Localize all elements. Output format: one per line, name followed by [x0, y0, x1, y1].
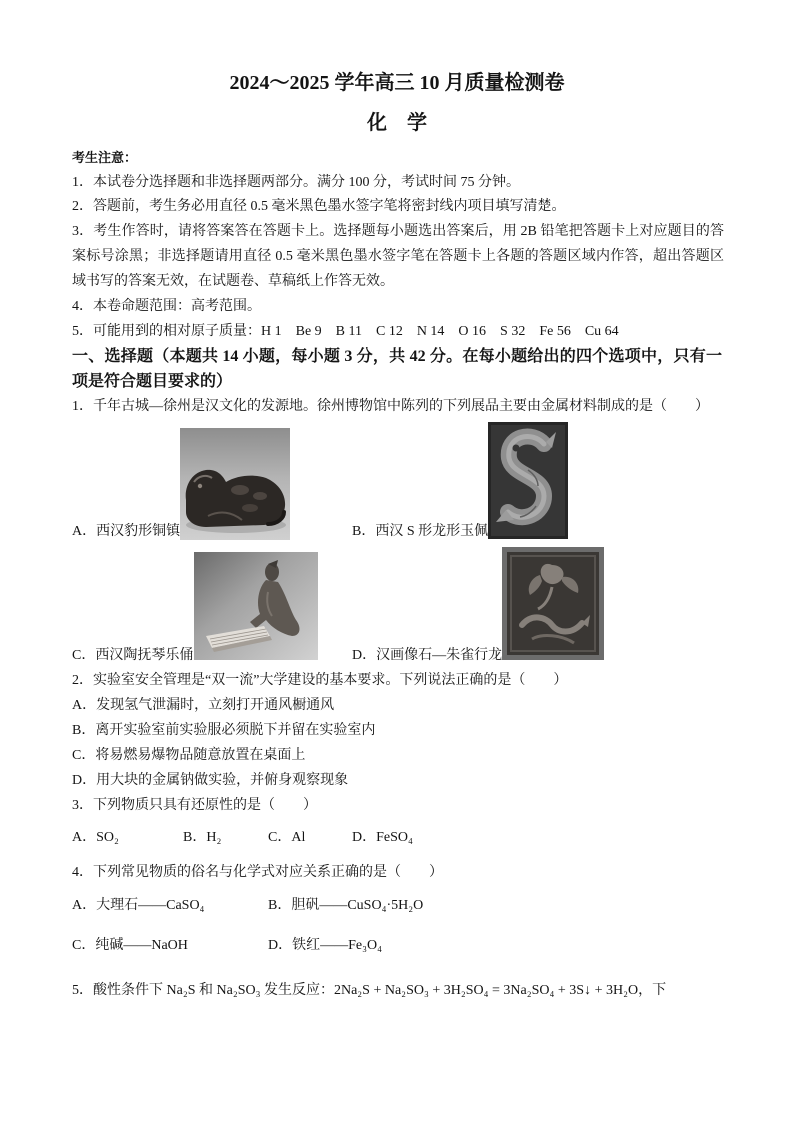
question-3-option-a: A．SO₂ — [72, 829, 119, 845]
question-4-stem: 4．下列常见物质的俗名与化学式对应关系正确的是（ ） — [72, 864, 443, 880]
question-3-option-b: B．H₂ — [183, 829, 222, 845]
bronze-leopard-weight-photo — [180, 428, 290, 540]
question-1-option-a: A．西汉豹形铜镇 — [72, 523, 181, 539]
question-1-stem: 1．千年古城—徐州是汉文化的发源地。徐州博物馆中陈列的下列展品主要由金属材料制成的是（ ） — [72, 398, 709, 414]
question-2-option-b: B．离开实验室前实验服必须脱下并留在实验室内 — [72, 722, 376, 738]
question-2-option-a: A．发现氢气泄漏时，立刻打开通风橱通风 — [72, 697, 335, 713]
notice-item-1: 1．本试卷分选择题和非选择题两部分。满分 100 分，考试时间 75 分钟。 — [72, 174, 520, 190]
question-1-option-d: D．汉画像石—朱雀行龙 — [352, 647, 503, 663]
question-1-option-b: B．西汉 S 形龙形玉佩 — [352, 523, 489, 539]
question-4-option-b: B．胆矾——CuSO₄·5H₂O — [268, 897, 424, 913]
notice-item-5: 5．可能用到的相对原子质量：H 1 Be 9 B 11 C 12 N 14 O 16 S 32 Fe 56 Cu 64 — [72, 323, 619, 339]
question-2-option-d: D．用大块的金属钠做实验，并俯身观察现象 — [72, 772, 349, 788]
notice-heading: 考生注意： — [72, 149, 138, 165]
question-3-option-c: C．Al — [268, 829, 306, 845]
question-2-stem: 2．实验室安全管理是“双一流”大学建设的基本要求。下列说法正确的是（ ） — [72, 672, 568, 688]
question-3-option-d: D．FeSO₄ — [352, 829, 413, 845]
question-4-option-c: C．纯碱——NaOH — [72, 937, 188, 953]
exam-title: 2024～2025 学年高三 10 月质量检测卷 — [229, 72, 565, 94]
question-4-option-d: D．铁红——Fe₃O₄ — [268, 937, 382, 953]
notice-item-2: 2．答题前，考生务必用直径 0.5 毫米黑色墨水签字笔将密封线内项目填写清楚。 — [72, 198, 566, 214]
subject-title: 化 学 — [367, 112, 427, 134]
question-1-option-c: C．西汉陶抚琴乐俑 — [72, 647, 194, 663]
jade-dragon-pendant-photo — [488, 422, 568, 539]
question-2-option-c: C．将易燃易爆物品随意放置在桌面上 — [72, 747, 306, 763]
question-4-option-a: A．大理石——CaSO₄ — [72, 897, 205, 913]
section-heading: 一、选择题（本题共 14 小题，每小题 3 分，共 42 分。在每小题给出的四个选项中，只有一项是符合题目要求的） — [72, 347, 722, 390]
notice-item-3: 3．考生作答时，请将答案答在答题卡上。选择题每小题选出答案后，用 2B 铅笔把答题卡上对应题目的答案标号涂黑；非选择题请用直径 0.5 毫米黑色墨水签字笔在答题卡上各题的答题区域内作答，超出答题区域书写的答案无效，在试题卷、草稿纸上作答无效。 — [72, 223, 724, 289]
pottery-zither-musician-photo — [194, 552, 318, 660]
notice-item-4: 4．本卷命题范围：高考范围。 — [72, 298, 261, 314]
question-5-stem: 5．酸性条件下 Na₂S 和 Na₂SO₃ 发生反应：2Na₂S + Na₂SO₃ + 3H₂SO₄ = 3Na₂SO₄ + 3S↓ + 3H₂O，下 — [72, 982, 667, 998]
stone-relief-phoenix-dragon-photo — [502, 547, 604, 660]
question-3-stem: 3．下列物质只具有还原性的是（ ） — [72, 797, 317, 813]
